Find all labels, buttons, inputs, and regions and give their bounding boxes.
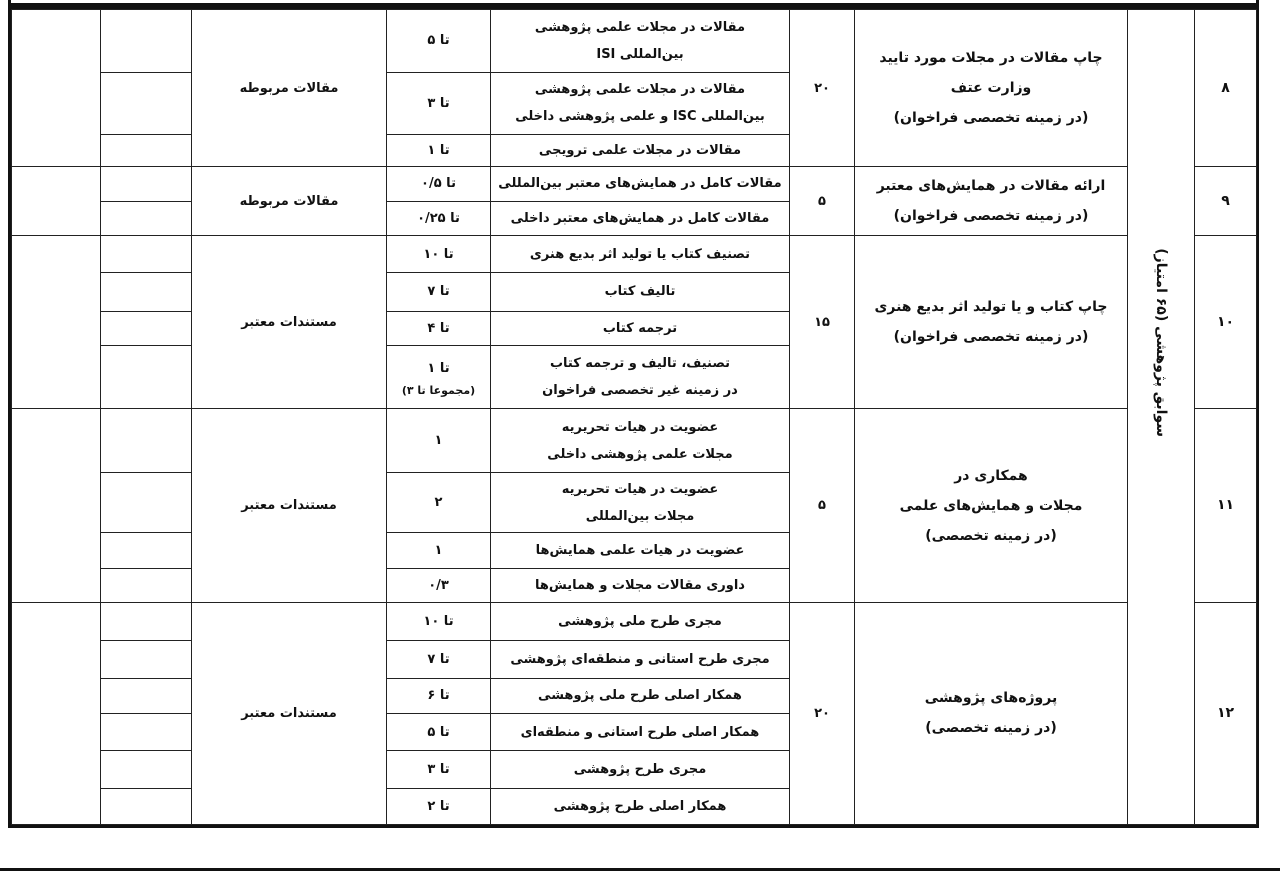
score-entry-cell[interactable] [101,135,192,167]
row-number: ۱۰ [1195,235,1257,408]
text-line: وزارت عتف [950,80,1032,97]
text-line: عضویت در هیات تحریریه [561,419,719,435]
text-line: (در زمینه تخصصی) [925,720,1057,737]
item-description [491,235,790,272]
points-value: تا ۰/۵ [421,176,456,192]
item-points [387,602,491,640]
row-number: ۱۲ [1195,602,1257,824]
text-line: پروژه‌های پژوهشی [924,690,1058,707]
text-line: چاپ مقالات در مجلات مورد تایید [879,50,1103,67]
total-score-cell[interactable] [12,602,101,824]
category-label: سوابق پژوهشی (۶۵ امتیاز) [1153,247,1169,437]
item-points [387,751,491,788]
max-score: ۲۰ [790,10,855,167]
item-description [491,678,790,713]
score-entry-cell[interactable] [101,788,192,824]
text-line: عضویت در هیات علمی همایش‌ها [535,543,745,559]
item-description [491,641,790,678]
item-description [491,409,790,473]
text-line: مجری طرح ملی پژوهشی [558,614,722,630]
item-description [491,10,790,73]
max-score: ۵ [790,409,855,603]
item-points [387,788,491,824]
points-value: تا ۱۰ [423,246,454,262]
row-number: ۸ [1195,10,1257,167]
table-body [12,10,1257,825]
text-line: چاپ کتاب و یا تولید اثر بدیع هنری [874,299,1108,316]
points-value: ۱ [434,543,443,559]
total-score-cell[interactable] [12,235,101,408]
text-line: (در زمینه تخصصی فراخوان) [893,110,1089,127]
text-line: (در زمینه تخصصی فراخوان) [893,208,1089,225]
text-line: (در زمینه تخصصی فراخوان) [893,329,1089,346]
item-points [387,409,491,473]
points-value: تا ۷ [427,284,450,300]
points-value: تا ۶ [427,688,450,704]
activity-title [855,167,1128,236]
text-line: تصنیف کتاب یا تولید اثر بدیع هنری [529,246,751,262]
points-note: (مجموعا تا ۳) [401,383,476,397]
item-description [491,273,790,311]
points-value: تا ۱ [427,143,450,159]
activity-title [855,409,1128,603]
score-entry-cell[interactable] [101,201,192,235]
row-number: ۹ [1195,167,1257,236]
points-value: تا ۰/۲۵ [417,210,460,226]
text-line: تصنیف، تالیف و ترجمه کتاب [549,356,731,372]
item-description [491,135,790,167]
text-line: مقالات در مجلات علمی پژوهشی [534,82,746,98]
table-row [12,409,1257,473]
text-line: تالیف کتاب [604,284,676,300]
score-entry-cell[interactable] [101,472,192,533]
max-score: ۱۵ [790,235,855,408]
points-value: تا ۳ [427,761,450,777]
score-entry-cell[interactable] [101,10,192,73]
required-documents: مستندات معتبر [192,235,387,408]
text-line: مقالات در مجلات علمی پژوهشی [534,19,746,35]
score-entry-cell[interactable] [101,678,192,713]
item-description [491,751,790,788]
table-row [12,602,1257,640]
score-entry-cell[interactable] [101,311,192,345]
text-line: ارائه مقالات در همایش‌های معتبر [876,178,1106,195]
score-entry-cell[interactable] [101,641,192,678]
score-entry-cell[interactable] [101,751,192,788]
item-points [387,713,491,750]
score-entry-cell[interactable] [101,167,192,201]
score-entry-cell[interactable] [101,235,192,272]
points-value: تا ۲ [427,798,450,814]
required-documents: مقالات مربوطه [192,167,387,236]
item-description [491,788,790,824]
item-description [491,472,790,533]
points-value: تا ۷ [427,651,450,667]
item-points [387,472,491,533]
points-value: ۰/۳ [428,577,449,593]
table-row [12,10,1257,73]
score-entry-cell[interactable] [101,345,192,409]
research-score-table [11,9,1257,825]
score-entry-cell[interactable] [101,533,192,568]
text-line: (در زمینه تخصصی) [925,527,1057,544]
page-bottom-rule [0,868,1280,871]
text-line: همکاری در [954,467,1028,484]
text-line: همکار اصلی طرح استانی و منطقه‌ای [520,724,760,740]
item-points [387,72,491,135]
activity-title [855,10,1128,167]
text-line: بین‌المللی ISI [596,46,684,62]
item-description [491,533,790,568]
item-description [491,345,790,409]
row-number: ۱۱ [1195,409,1257,603]
text-line: مجری طرح پژوهشی [573,761,707,777]
item-description [491,713,790,750]
text-line: همکار اصلی طرح ملی پژوهشی [538,688,742,704]
item-points [387,678,491,713]
points-value: ۱ [434,433,443,449]
text-line: مجلات علمی پژوهشی داخلی [547,446,733,462]
points-value: ۲ [434,495,443,511]
required-documents: مقالات مربوطه [192,10,387,167]
item-description [491,568,790,602]
points-value: تا ۵ [427,33,450,49]
table-row [12,235,1257,272]
text-line: مقالات کامل در همایش‌های معتبر بین‌المللی [498,176,782,192]
item-description [491,72,790,135]
text-line: مقالات کامل در همایش‌های معتبر داخلی [510,210,770,226]
item-points [387,201,491,235]
text-line: بین‌المللی ISC و علمی پژوهشی داخلی [515,109,765,125]
text-line: مجری طرح استانی و منطقه‌ای پژوهشی [510,651,770,667]
score-entry-cell[interactable] [101,713,192,750]
item-description [491,167,790,201]
item-description [491,311,790,345]
item-points [387,345,491,409]
points-value: تا ۱۰ [423,614,454,630]
text-line: داوری مقالات مجلات و همایش‌ها [535,577,745,593]
item-points [387,235,491,272]
activity-title [855,602,1128,824]
points-value: تا ۱ [427,360,450,376]
text-line: در زمینه غیر تخصصی فراخوان [542,383,738,399]
item-points [387,135,491,167]
item-points [387,10,491,73]
score-entry-cell[interactable] [101,568,192,602]
item-points [387,167,491,201]
category-cell [1128,10,1195,825]
item-description [491,602,790,640]
points-value: تا ۵ [427,724,450,740]
score-entry-cell[interactable] [101,273,192,311]
item-points [387,311,491,345]
max-score: ۲۰ [790,602,855,824]
text-line: همکار اصلی طرح پژوهشی [553,798,727,814]
points-value: تا ۴ [427,320,450,336]
max-score: ۵ [790,167,855,236]
score-entry-cell[interactable] [101,602,192,640]
text-line: عضویت در هیات تحریریه [561,481,719,497]
text-line: مجلات و همایش‌های علمی [899,497,1083,514]
text-line: ترجمه کتاب [602,320,678,336]
item-points [387,273,491,311]
score-entry-cell[interactable] [101,409,192,473]
total-score-cell[interactable] [12,167,101,236]
total-score-cell[interactable] [12,409,101,603]
required-documents: مستندات معتبر [192,602,387,824]
item-points [387,568,491,602]
text-line: مقالات در مجلات علمی ترویجی [538,143,742,159]
required-documents: مستندات معتبر [192,409,387,603]
item-points [387,641,491,678]
points-value: تا ۳ [427,95,450,111]
text-line: مجلات بین‌المللی [585,508,695,524]
score-entry-cell[interactable] [101,72,192,135]
table-row [12,167,1257,201]
activity-title [855,235,1128,408]
total-score-cell[interactable] [12,10,101,167]
item-points [387,533,491,568]
item-description [491,201,790,235]
